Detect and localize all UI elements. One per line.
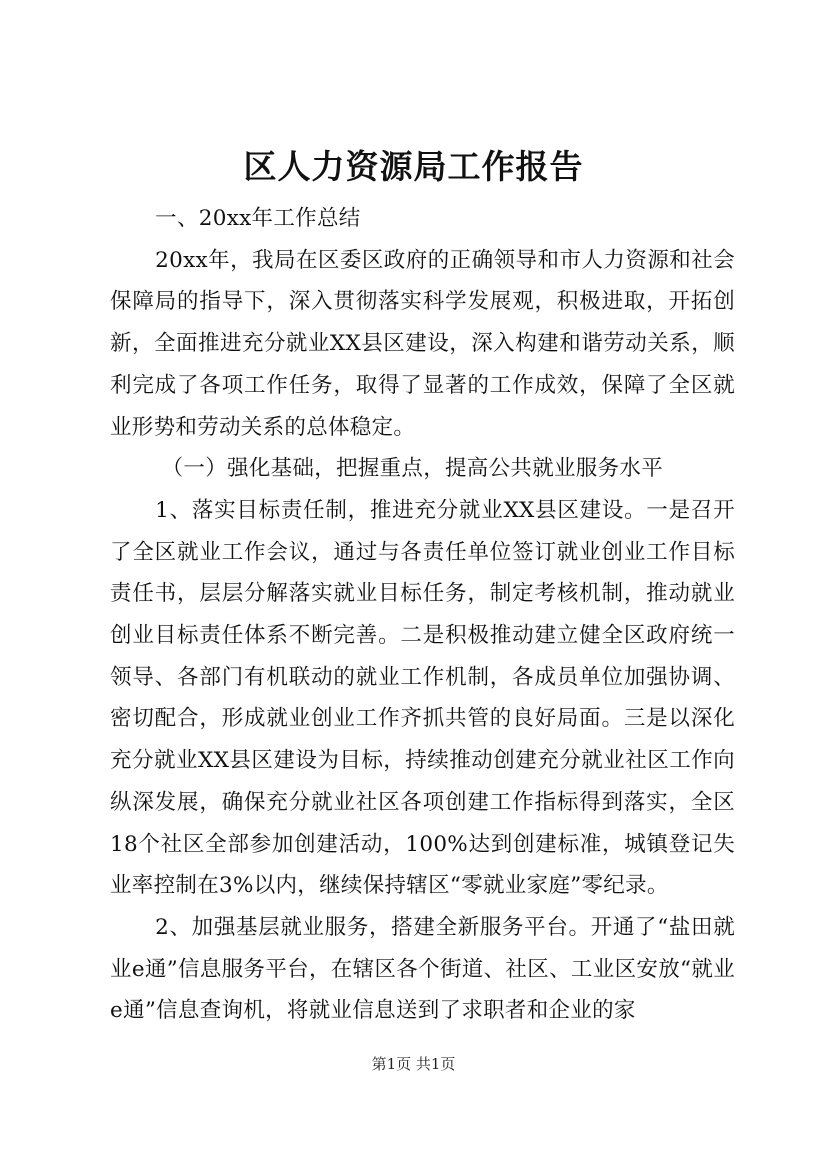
document-body bbox=[110, 198, 735, 1032]
paragraph-summary: 20xx年，我局在区委区政府的正确领导和市人力资源和社会保障局的指导下，深入贯彻落实科学发展观，积极进取，开拓创新，全面推进充分就业XX县区建设，深入构建和谐劳动关系，顺利完成了各项工作任务，取得了显著的工作成效，保障了全区就业形势和劳动关系的总体稳定。 bbox=[110, 247, 735, 440]
document-title: 区人力资源局工作报告 bbox=[243, 147, 584, 186]
page-footer: 第1页 共1页 bbox=[371, 1055, 456, 1073]
paragraph-item-1: 1、落实目标责任制，推进充分就业XX县区建设。一是召开了全区就业工作会议，通过与各责任单位签订就业创业工作目标责任书，层层分解落实就业目标任务，制定考核机制，推动就业创业目标责任体系不断完善。二是积极推动建立健全区政府统一领导、各部门有机联动的就业工作机制，各成员单位加强协调、密切配合，形成就业创业工作齐抓共管的良好局面。三是以深化充分就业XX县区建设为目标，持续推动创建充分就业社区工作向纵深发展，确保充分就业社区各项创建工作指标得到落实，全区18个社区全部参加创建活动，100%达到创建标准，城镇登记失业率控制在3%以内，继续保持辖区“零就业家庭”零纪录。 bbox=[110, 497, 735, 899]
subsection-heading: （一）强化基础，把握重点，提高公共就业服务水平 bbox=[161, 456, 663, 482]
paragraph-item-2: 2、加强基层就业服务，搭建全新服务平台。开通了“盐田就业e通”信息服务平台，在辖区各个街道、社区、工业区安放“就业e通”信息查询机，将就业信息送到了求职者和企业的家 bbox=[110, 914, 735, 1024]
section-heading: 一、20xx年工作总结 bbox=[155, 206, 361, 231]
